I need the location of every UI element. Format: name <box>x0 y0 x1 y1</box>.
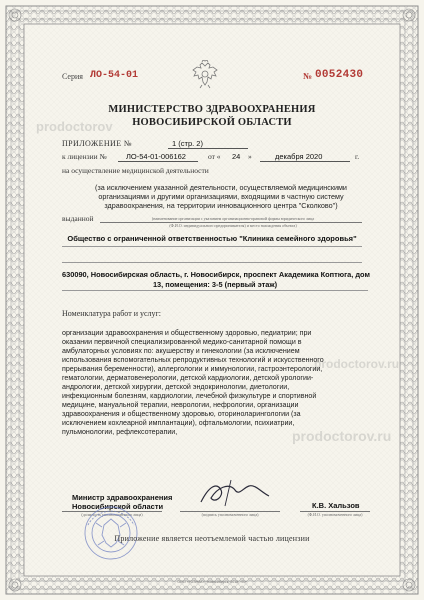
service-line: прерывания беременности), аллергологии и иммунологии, гастроэнтерологии, <box>62 365 323 373</box>
service-line: медицине, мануальной терапии, неврологии, нефрологии, организации <box>62 401 299 409</box>
official-seal <box>76 505 146 561</box>
series-value: ЛО-54-01 <box>90 70 139 81</box>
service-line: исключением кохлеарной имплантации), офтальмологии, психиатрии, <box>62 419 295 427</box>
service-line: использования вспомогательных репродуктивных технологий и искусственного <box>62 356 324 364</box>
license-underline <box>118 161 198 162</box>
date-day: 24 <box>232 152 241 161</box>
activity-type: на осуществление медицинской деятельности <box>62 166 209 175</box>
position-caption: (должность уполномоченного лица) <box>81 512 143 517</box>
date-month-year: декабря 2020 <box>275 152 323 161</box>
ministry-line-1: МИНИСТЕРСТВО ЗДРАВООХРАНЕНИЯ <box>108 104 316 115</box>
appendix-underline <box>168 148 248 149</box>
service-line: инфекционным болезням, кардиологии, лечебной физкультуре и спортивной <box>62 392 317 400</box>
date-from: от « <box>208 152 221 161</box>
watermark-top: prodoctorov <box>36 119 113 134</box>
address-line-1: 630090, Новосибирская область, г. Новосибирск, проспект Академика Коптюга, дом <box>62 270 370 279</box>
service-line: здравоохранения и общественному здоровью, оториноларингологии (за <box>62 410 301 418</box>
appendix-label: ПРИЛОЖЕНИЕ № <box>62 139 132 148</box>
license-number: ЛО-54-01-006162 <box>126 152 186 161</box>
handwritten-signature <box>195 476 275 510</box>
print-info: ООО «ГОЗНАК», Новосибирск, 2018, «Б» <box>177 580 247 584</box>
service-line: организации здравоохранения и общественному здоровью, педиатрии; при <box>62 329 312 337</box>
service-line: оказании первичной специализированной медико-санитарной помощи в <box>62 338 302 346</box>
name-caption: (Ф.И.О. уполномоченного лица) <box>307 512 363 517</box>
series-label: Серия <box>62 72 83 81</box>
issued-caption-2: (Ф.И.О. индивидуального предпринимателя) и место нахождения объекта) <box>169 223 297 228</box>
signature-caption: (подпись уполномоченного лица) <box>201 512 259 517</box>
issued-label: выданной <box>62 214 94 223</box>
watermark-right-mid: prodoctorov.ru <box>314 357 400 371</box>
issued-caption-1: (наименование организации с указанием организационно-правовой формы юридического лица <box>151 216 315 221</box>
service-line: пульмонологии, рефлексотерапии, <box>62 428 178 436</box>
signatory-name: К.В. Хальзов <box>312 501 360 510</box>
service-line: амбулаторных условиях по: акушерству и гинекологии (за исключением <box>62 347 300 355</box>
footer-note: Приложение является неотъемлемой частью лицензии <box>114 534 310 543</box>
minister-line-2: Новосибирской области <box>72 502 164 511</box>
exclusion-text: (за исключением указанной деятельности, осуществляемой медицинскими организациями и другими организациями, входящими в частную систему здравоохранения, на территории инновационного центра "Сколково") <box>95 183 347 210</box>
date-underline <box>260 161 350 162</box>
number-label: № <box>303 71 313 81</box>
organization-name: Общество с ограниченной ответственностью "Клиника семейного здоровья" <box>67 234 357 243</box>
date-suffix: г. <box>355 152 360 161</box>
appendix-value: 1 (стр. 2) <box>172 139 203 148</box>
watermark-right-bottom: prodoctorov.ru <box>292 428 392 444</box>
license-label: к лицензии № <box>62 152 107 161</box>
organization-underline-2 <box>62 262 362 263</box>
organization-underline <box>62 246 362 247</box>
service-line: андрологии, детской хирургии, детской эндокринологии, диетологии, <box>62 383 290 391</box>
double-headed-eagle-emblem <box>190 60 220 90</box>
address-underline <box>62 290 368 291</box>
date-close: » <box>248 152 252 161</box>
ministry-line-2: НОВОСИБИРСКОЙ ОБЛАСТИ <box>132 117 292 128</box>
service-line: гематологии, дерматовенерологии, детской кардиологии, детской урологии- <box>62 374 314 382</box>
minister-line-1: Министр здравоохранения <box>72 493 173 502</box>
nomenclature-label: Номенклатура работ и услуг: <box>62 309 162 318</box>
number-value: 0052430 <box>315 69 364 81</box>
address-line-2: 13, помещения: 3-5 (первый этаж) <box>152 280 278 289</box>
